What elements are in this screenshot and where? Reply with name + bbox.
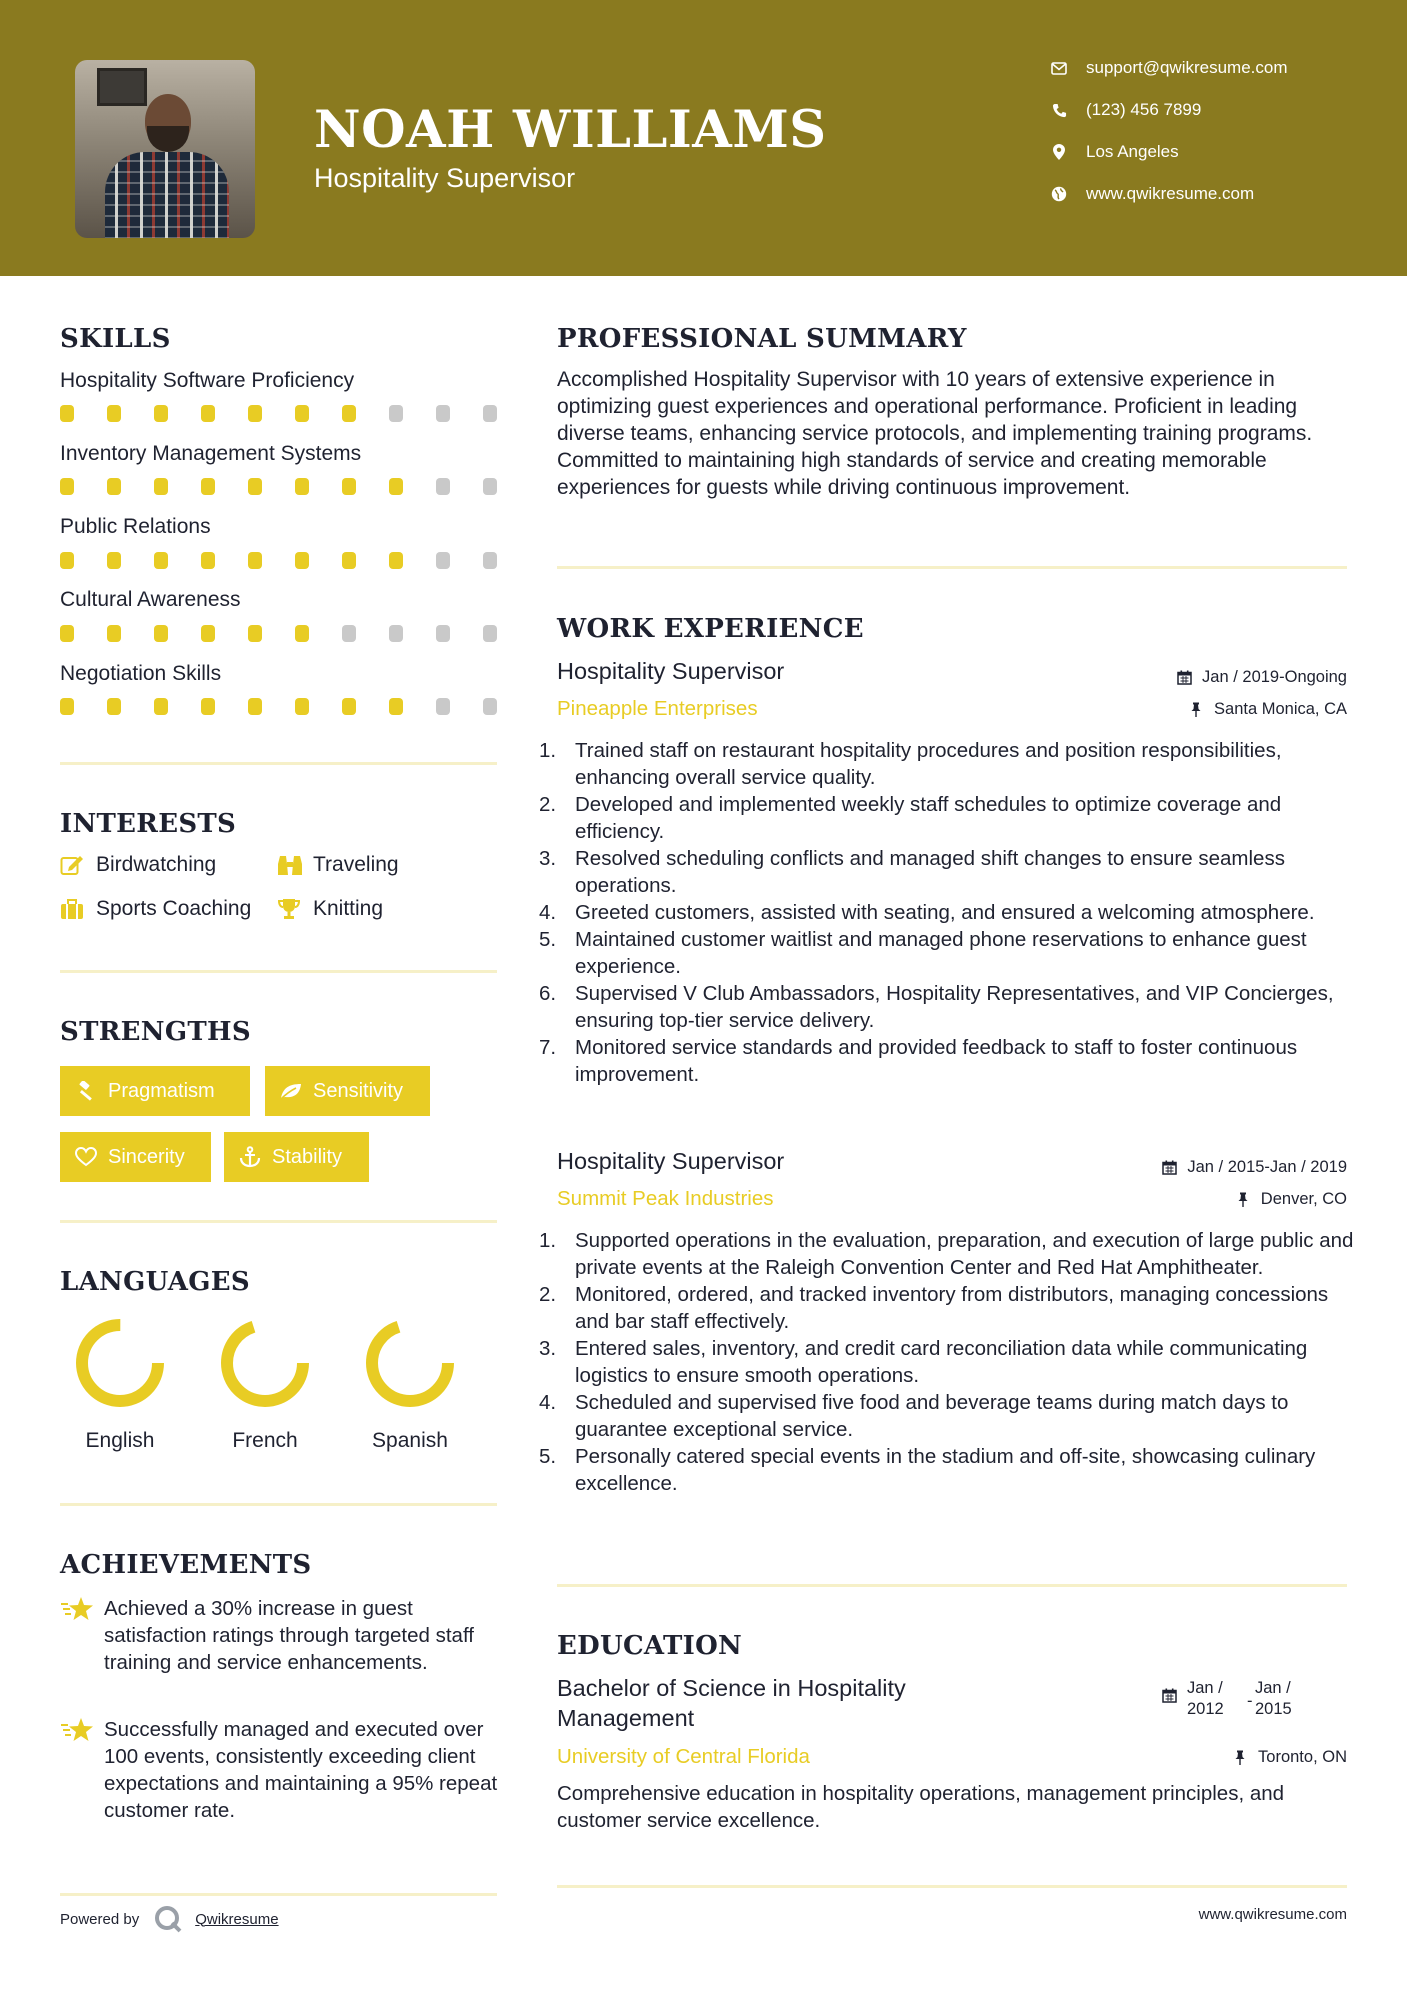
responsibility-item: 1. Supported operations in the evaluation, preparation, and execution of large public and private events at the Raleigh Convention Center and Red Hat Amphitheater. [539, 1229, 1354, 1279]
skill-dot [436, 625, 450, 642]
contact-location [1050, 142, 1179, 162]
divider [557, 1584, 1347, 1587]
skill-dot [201, 552, 215, 569]
qwikresume-link[interactable]: Qwikresume [195, 1910, 279, 1928]
summary-heading: PROFESSIONAL SUMMARY [557, 324, 967, 354]
skill-dot [342, 698, 356, 715]
skill-rating [60, 478, 530, 495]
profile-photo [75, 60, 255, 238]
skill-dot [248, 552, 262, 569]
star-icon [60, 1595, 94, 1625]
skill-dot [60, 625, 74, 642]
achievements-heading: ACHIEVEMENTS [60, 1550, 312, 1580]
calendar-icon [1162, 1688, 1178, 1704]
strength-chip: Sensitivity [265, 1066, 430, 1116]
job-responsibilities [539, 1227, 1357, 1497]
interest-item: Birdwatching [60, 853, 216, 877]
skill-rating [60, 405, 530, 422]
strength-chip: Sincerity [60, 1132, 211, 1182]
leaf-icon [279, 1080, 303, 1102]
divider [60, 762, 497, 765]
contact-phone-text: (123) 456 7899 [1086, 100, 1202, 119]
anchor-icon [238, 1146, 262, 1168]
skill-dot [60, 405, 74, 422]
edit-icon [60, 853, 86, 877]
skill-dot [154, 405, 168, 422]
interests-heading: INTERESTS [60, 809, 237, 839]
job-responsibilities [539, 737, 1357, 1088]
responsibility-item: 2. Monitored, ordered, and tracked inventory from distributors, managing concessions and bar staff effectively. [539, 1283, 1329, 1333]
summary-text: Accomplished Hospitality Supervisor with 10 years of extensive experience in optimizing guest experiences and operational performance. Proficient in leading diverse teams, enhancing service protocols, and implementing training programs. Committed to maintaining high standards of service and creating memorable experiences for guests while driving continuous improvement. [557, 368, 1313, 499]
responsibility-item: 4. Scheduled and supervised five food and beverage teams during match days to guarantee exceptional service. [539, 1391, 1289, 1441]
pushpin-icon [1235, 1192, 1251, 1208]
skills-heading: SKILLS [60, 324, 171, 354]
divider [60, 1220, 497, 1223]
language-gauge [362, 1315, 458, 1411]
skill-label: Hospitality Software Proficiency [60, 369, 355, 392]
interest-item: Traveling [277, 853, 399, 877]
skill-dot [389, 698, 403, 715]
map-pin-icon [1050, 143, 1068, 161]
skill-dot [248, 405, 262, 422]
skill-dot [389, 478, 403, 495]
skill-dot [107, 405, 121, 422]
language-gauge [72, 1315, 168, 1411]
job-location: Denver, CO [1235, 1190, 1347, 1209]
skill-dot [483, 478, 497, 495]
responsibility-item: 1. Trained staff on restaurant hospitality procedures and position responsibilities, enhancing overall service quality. [539, 739, 1282, 789]
responsibility-item: 5. Personally catered special events in the stadium and off-site, showcasing culinary excellence. [539, 1445, 1316, 1495]
trophy-icon [277, 897, 303, 921]
contact-phone[interactable] [1050, 100, 1201, 120]
header-banner [0, 0, 1407, 276]
strengths-heading: STRENGTHS [60, 1017, 251, 1047]
candidate-name: NOAH WILLIAMS [314, 100, 827, 160]
skill-dot [107, 552, 121, 569]
heart-icon [74, 1146, 98, 1168]
skill-dot [295, 698, 309, 715]
skill-dot [60, 552, 74, 569]
skill-dot [436, 405, 450, 422]
job-title: Hospitality Supervisor [557, 1148, 785, 1174]
skill-dot [436, 478, 450, 495]
experience-heading: WORK EXPERIENCE [557, 614, 864, 644]
skill-dot [295, 405, 309, 422]
pushpin-icon [1188, 702, 1204, 718]
skill-dot [342, 625, 356, 642]
divider [557, 566, 1347, 569]
education-degree: Bachelor of Science in Hospitality Management [557, 1675, 906, 1731]
divider [557, 1885, 1347, 1888]
skill-dot [342, 478, 356, 495]
skill-dot [201, 625, 215, 642]
language-label: English [85, 1429, 155, 1452]
divider [60, 970, 497, 973]
skill-dot [436, 552, 450, 569]
language-label: Spanish [372, 1429, 448, 1452]
job-company: Summit Peak Industries [557, 1187, 774, 1210]
responsibility-item: 7. Monitored service standards and provided feedback to staff to foster continuous improvement. [539, 1036, 1298, 1086]
globe-icon [1050, 185, 1068, 203]
skill-label: Cultural Awareness [60, 588, 241, 611]
education-location: Toronto, ON [1232, 1748, 1347, 1767]
star-icon [60, 1716, 94, 1746]
candidate-title: Hospitality Supervisor [314, 163, 576, 193]
responsibility-item: 5. Maintained customer waitlist and managed phone reservations to enhance guest experience. [539, 928, 1307, 978]
powered-by: Powered by Qwikresume [60, 1904, 279, 1934]
responsibility-item: 6. Supervised V Club Ambassadors, Hospitality Representatives, and VIP Concierges, ensuring top-tier service delivery. [539, 982, 1334, 1032]
job-dates: Jan / 2015-Jan / 2019 [1161, 1158, 1347, 1177]
calendar-icon [1161, 1160, 1177, 1176]
skill-dot [154, 698, 168, 715]
language-gauge [217, 1315, 313, 1411]
contact-location-text: Los Angeles [1086, 142, 1179, 161]
briefcase-icon [60, 897, 86, 921]
language-item [210, 1315, 320, 1453]
strength-chip: Pragmatism [60, 1066, 250, 1116]
skill-dot [248, 698, 262, 715]
skill-dot [201, 405, 215, 422]
skill-dot [248, 625, 262, 642]
skill-dot [295, 478, 309, 495]
skill-dot [389, 405, 403, 422]
responsibility-item: 3. Resolved scheduling conflicts and managed shift changes to ensure seamless operations. [539, 847, 1285, 897]
skill-dot [436, 698, 450, 715]
skill-dot [60, 478, 74, 495]
skill-dot [107, 625, 121, 642]
skill-dot [60, 698, 74, 715]
responsibility-item: 3. Entered sales, inventory, and credit card reconciliation data while communicating logistics to ensure smooth operations. [539, 1337, 1308, 1387]
interest-item: Knitting [277, 897, 383, 921]
education-description: Comprehensive education in hospitality operations, management principles, and customer service excellence. [557, 1782, 1285, 1832]
skill-dot [154, 625, 168, 642]
skill-dot [483, 625, 497, 642]
interest-item: Sports Coaching [60, 897, 251, 921]
job-title: Hospitality Supervisor [557, 658, 785, 684]
skill-rating [60, 552, 530, 569]
envelope-icon [1050, 59, 1068, 77]
skill-label: Public Relations [60, 515, 211, 538]
skill-dot [483, 405, 497, 422]
skill-dot [248, 478, 262, 495]
skill-dot [483, 552, 497, 569]
skill-dot [295, 625, 309, 642]
skill-rating [60, 698, 530, 715]
contact-email[interactable] [1050, 58, 1288, 78]
strength-chip: Stability [224, 1132, 369, 1182]
skill-dot [154, 478, 168, 495]
education-heading: EDUCATION [557, 1631, 743, 1661]
skill-label: Inventory Management Systems [60, 442, 362, 465]
skill-dot [154, 552, 168, 569]
language-item [355, 1315, 465, 1453]
education-dates: Jan / 2012 - Jan / 2015 [1162, 1678, 1299, 1720]
calendar-icon [1176, 670, 1192, 686]
skill-dot [342, 405, 356, 422]
binoculars-icon [277, 853, 303, 877]
phone-icon [1050, 101, 1068, 119]
skill-dot [342, 552, 356, 569]
achievement-item: Successfully managed and executed over 100 events, consistently exceeding client expectations and maintaining a 95% repeat customer rate. [60, 1716, 500, 1824]
responsibility-item: 2. Developed and implemented weekly staff schedules to optimize coverage and efficiency. [539, 793, 1282, 843]
qwikresume-logo-icon [153, 1904, 183, 1934]
skill-rating [60, 625, 530, 642]
responsibility-item: 4. Greeted customers, assisted with seating, and ensured a welcoming atmosphere. [539, 901, 1315, 924]
contact-website-text: www.qwikresume.com [1086, 184, 1255, 203]
skill-dot [107, 478, 121, 495]
contact-website[interactable] [1050, 184, 1254, 204]
job-location: Santa Monica, CA [1188, 700, 1347, 719]
pushpin-icon [1232, 1750, 1248, 1766]
skill-dot [389, 552, 403, 569]
skill-dot [295, 552, 309, 569]
divider [60, 1893, 497, 1896]
skill-dot [201, 698, 215, 715]
language-label: French [232, 1429, 298, 1452]
skill-dot [389, 625, 403, 642]
achievement-item: Achieved a 30% increase in guest satisfaction ratings through targeted staff training and service enhancements. [60, 1595, 500, 1676]
skill-dot [107, 698, 121, 715]
job-dates: Jan / 2019-Ongoing [1176, 668, 1347, 687]
contact-email-text: support@qwikresume.com [1086, 58, 1288, 77]
skill-dot [483, 698, 497, 715]
education-school: University of Central Florida [557, 1745, 810, 1768]
footer-website-link[interactable]: www.qwikresume.com [1198, 1906, 1347, 1923]
language-item [65, 1315, 175, 1453]
job-company: Pineapple Enterprises [557, 697, 758, 720]
skill-dot [201, 478, 215, 495]
gavel-icon [74, 1080, 98, 1102]
skill-label: Negotiation Skills [60, 662, 222, 685]
divider [60, 1503, 497, 1506]
languages-heading: LANGUAGES [60, 1267, 250, 1297]
